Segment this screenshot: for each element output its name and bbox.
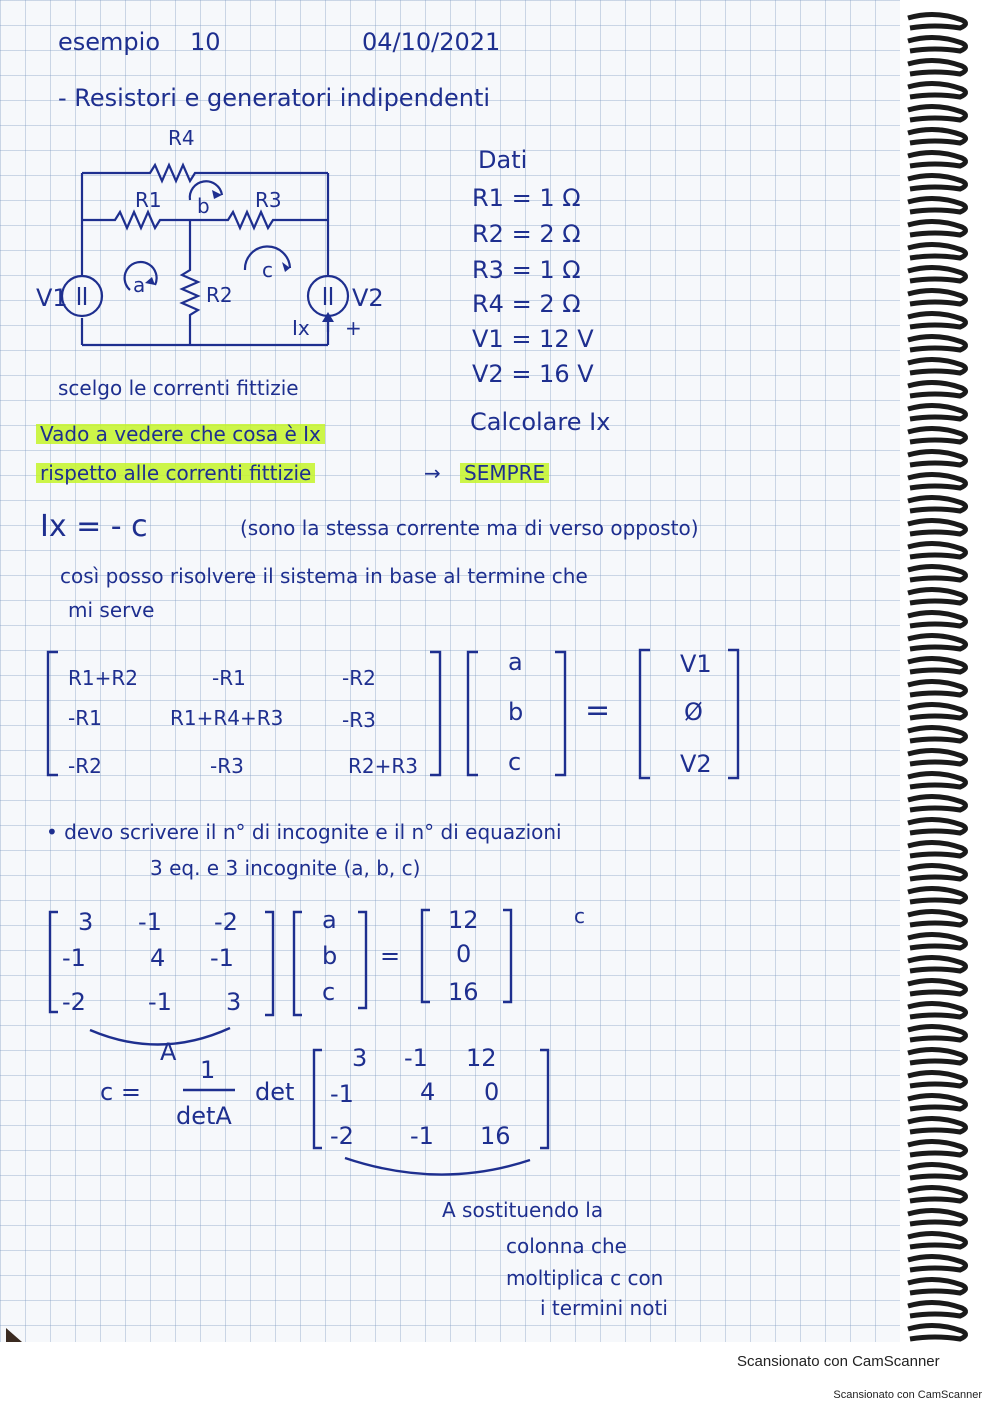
m2-r2c2: 4 (150, 944, 166, 972)
m1-r2c1: -R1 (68, 706, 102, 730)
note-highlight-1: Vado a vedere che cosa è Ix (36, 424, 325, 444)
m2-equals: = (380, 942, 401, 970)
m1-r1c2: -R1 (212, 666, 246, 690)
final-note-2: colonna che (506, 1234, 627, 1258)
m2-side-c: c (574, 904, 585, 928)
cramer-den: detA (176, 1102, 232, 1130)
m1-r3c1: -R2 (68, 754, 102, 778)
m2-var-b: b (322, 942, 338, 970)
m2-rhs-1: 12 (448, 906, 479, 934)
m2-r3c3: 3 (226, 988, 242, 1016)
mesh-a: a (133, 273, 146, 297)
final-note-3: moltiplica c con (506, 1266, 664, 1290)
data-v2: V2 = 16 V (472, 360, 594, 388)
c-r1c3: 12 (466, 1044, 497, 1072)
m1-var-b: b (508, 698, 524, 726)
final-note-4: i termini noti (540, 1296, 668, 1320)
m2-r1c2: -1 (138, 908, 162, 936)
m1-r1c1: R1+R2 (68, 666, 138, 690)
m1-r1c3: -R2 (342, 666, 376, 690)
note-always: SEMPRE (460, 463, 549, 483)
solve-line-1: così posso risolvere il sistema in base al termine che (60, 564, 588, 588)
m2-r1c1: 3 (78, 908, 94, 936)
m2-rhs-2: 0 (456, 940, 472, 968)
final-note-1: A sostituendo la (442, 1198, 604, 1222)
data-r2: R2 = 2 Ω (472, 220, 581, 248)
data-title: Dati (478, 146, 528, 174)
cramer-lhs: c = (100, 1078, 141, 1106)
c-r2c1: -1 (330, 1080, 354, 1108)
m2-var-a: a (322, 906, 337, 934)
c-r3c2: -1 (410, 1122, 434, 1150)
m1-rhs-1: V1 (680, 650, 712, 678)
cramer-num: 1 (200, 1056, 216, 1084)
m2-r2c1: -1 (62, 944, 86, 972)
data-r1: R1 = 1 Ω (472, 184, 581, 212)
m1-equals: = (585, 693, 611, 728)
m1-r2c2: R1+R4+R3 (170, 706, 284, 730)
label-r2: R2 (206, 283, 233, 307)
m1-r3c3: R2+R3 (348, 754, 418, 778)
label-v1: V1 (36, 284, 68, 312)
m2-var-c: c (322, 978, 336, 1006)
m2-rhs-3: 16 (448, 978, 479, 1006)
m2-r2c3: -1 (210, 944, 234, 972)
example-number: 10 (190, 28, 221, 56)
ix-equation: Ix = - c (40, 509, 148, 544)
data-r3: R3 = 1 Ω (472, 256, 581, 284)
mesh-b: b (197, 194, 210, 218)
c-r3c1: -2 (330, 1122, 354, 1150)
label-ix: Ix (292, 316, 310, 340)
m1-rhs-3: V2 (680, 750, 712, 778)
m1-rhs-2: Ø (684, 698, 703, 726)
brace-label-a: A (160, 1038, 177, 1066)
m2-r3c1: -2 (62, 988, 86, 1016)
m2-r1c3: -2 (214, 908, 238, 936)
label-r1: R1 (135, 188, 162, 212)
note-highlight-2: rispetto alle correnti fittizie (36, 463, 315, 483)
mesh-c: c (262, 258, 273, 282)
m1-r3c2: -R3 (210, 754, 244, 778)
example-label: esempio (58, 28, 160, 56)
c-r2c3: 0 (484, 1078, 500, 1106)
scan-watermark-small: Scansionato con CamScanner (833, 1389, 982, 1401)
data-calc: Calcolare Ix (470, 408, 611, 436)
c-r2c2: 4 (420, 1078, 436, 1106)
data-v1: V1 = 12 V (472, 325, 594, 353)
label-v2: V2 (352, 284, 384, 312)
note-arrow: → (424, 461, 441, 485)
count-line-2: 3 eq. e 3 incognite (a, b, c) (150, 856, 421, 880)
date: 04/10/2021 (362, 28, 501, 56)
solve-line-2: mi serve (68, 598, 155, 622)
subtitle: - Resistori e generatori indipendenti (58, 84, 491, 112)
data-r4: R4 = 2 Ω (472, 290, 581, 318)
label-r4: R4 (168, 126, 195, 150)
note-fictitious: scelgo le correnti fittizie (58, 376, 299, 400)
cramer-det: det (255, 1078, 295, 1106)
c-r1c2: -1 (404, 1044, 428, 1072)
c-r1c1: 3 (352, 1044, 368, 1072)
m1-var-c: c (508, 748, 522, 776)
label-plus: + (345, 316, 362, 340)
m1-r2c3: -R3 (342, 708, 376, 732)
m1-var-a: a (508, 648, 523, 676)
label-r3: R3 (255, 188, 282, 212)
ix-note: (sono la stessa corrente ma di verso opposto) (240, 516, 699, 540)
c-r3c3: 16 (480, 1122, 511, 1150)
scan-watermark: Scansionato con CamScanner (737, 1353, 940, 1370)
m2-r3c2: -1 (148, 988, 172, 1016)
count-line-1: • devo scrivere il n° di incognite e il n° di equazioni (46, 820, 562, 844)
